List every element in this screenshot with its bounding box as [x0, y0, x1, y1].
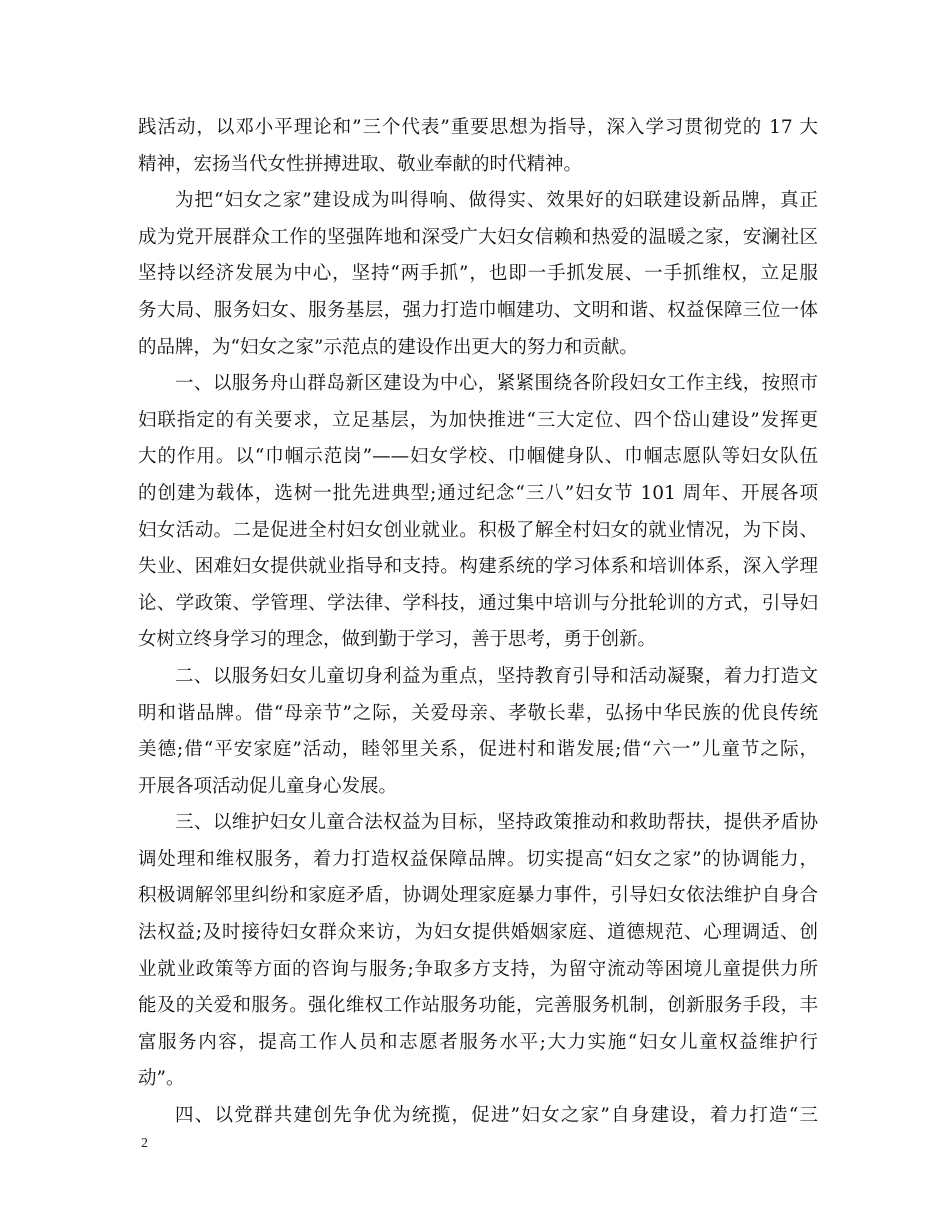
text-line: 妇联指定的有关要求，立足基层，为加快推进“三大定位、四个岱山建设”发挥更: [138, 409, 818, 431]
text-line: 为把“妇女之家”建设成为叫得响、做得实、效果好的妇联建设新品牌，真正: [175, 190, 818, 212]
text-line: 美德;借“平安家庭”活动，睦邻里关系，促进村和谐发展;借“六一”儿童节之际，: [138, 739, 818, 761]
text-line: 积极调解邻里纠纷和家庭矛盾，协调处理家庭暴力事件，引导妇女依法维护自身合: [138, 885, 818, 907]
text-line: 调处理和维权服务，着力打造权益保障品牌。切实提高“妇女之家”的协调能力，: [138, 848, 818, 870]
text-line: 业就业政策等方面的咨询与服务;争取多方支持，为留守流动等困境儿童提供力所: [138, 958, 818, 980]
text-line: 一、以服务舟山群岛新区建设为中心，紧紧围绕各阶段妇女工作主线，按照市: [175, 373, 818, 395]
text-line: 的品牌，为“妇女之家”示范点的建设作出更大的努力和贡献。: [138, 336, 638, 358]
text-line: 坚持以经济发展为中心，坚持“两手抓”，也即一手抓发展、一手抓维权，立足服: [138, 263, 818, 285]
text-line: 开展各项活动促儿童身心发展。: [138, 775, 398, 797]
text-line: 失业、困难妇女提供就业指导和支持。构建系统的学习体系和培训体系，深入学理: [138, 556, 818, 578]
text-line: 女树立终身学习的理念，做到勤于学习，善于思考，勇于创新。: [138, 629, 657, 651]
page-number: 2: [141, 1136, 148, 1151]
text-line: 大的作用。以“巾帼示范岗”——妇女学校、巾帼健身队、巾帼志愿队等妇女队伍: [138, 446, 818, 468]
text-line: 妇女活动。二是促进全村妇女创业就业。积极了解全村妇女的就业情况，为下岗、: [138, 519, 818, 541]
text-line: 的创建为载体，选树一批先进典型;通过纪念“三八”妇女节 101 周年、开展各项: [138, 482, 818, 504]
text-line: 成为党开展群众工作的坚强阵地和深受广大妇女信赖和热爱的温暖之家，安澜社区: [138, 226, 818, 248]
text-line: 二、以服务妇女儿童切身利益为重点，坚持教育引导和活动凝聚，着力打造文: [175, 665, 818, 687]
text-line: 明和谐品牌。借“母亲节”之际，关爱母亲、孝敬长辈，弘扬中华民族的优良传统: [138, 702, 818, 724]
text-line: 践活动，以邓小平理论和”三个代表”重要思想为指导，深入学习贯彻党的 17 大: [138, 117, 818, 138]
text-line: 三、以维护妇女儿童合法权益为目标，坚持政策推动和救助帮扶，提供矛盾协: [175, 812, 818, 834]
text-line: 论、学政策、学管理、学法律、学科技，通过集中培训与分批轮训的方式，引导妇: [138, 592, 818, 614]
text-line: 能及的关爱和服务。强化维权工作站服务功能，完善服务机制，创新服务手段，丰: [138, 995, 818, 1017]
text-line: 精神，宏扬当代女性拼搏进取、敬业奉献的时代精神。: [138, 153, 583, 175]
body-text: [138, 110, 818, 1135]
text-line: 四、以党群共建创先争优为统揽，促进”妇女之家”自身建设，着力打造“三: [175, 1105, 818, 1127]
text-line: 动”。: [138, 1068, 185, 1090]
text-line: 务大局、服务妇女、服务基层，强力打造巾帼建功、文明和谐、权益保障三位一体: [138, 299, 818, 321]
text-line: 法权益;及时接待妇女群众来访，为妇女提供婚姻家庭、道德规范、心理调适、创: [138, 922, 818, 944]
text-line: 富服务内容，提高工作人员和志愿者服务水平;大力实施“妇女儿童权益维护行: [138, 1031, 818, 1053]
